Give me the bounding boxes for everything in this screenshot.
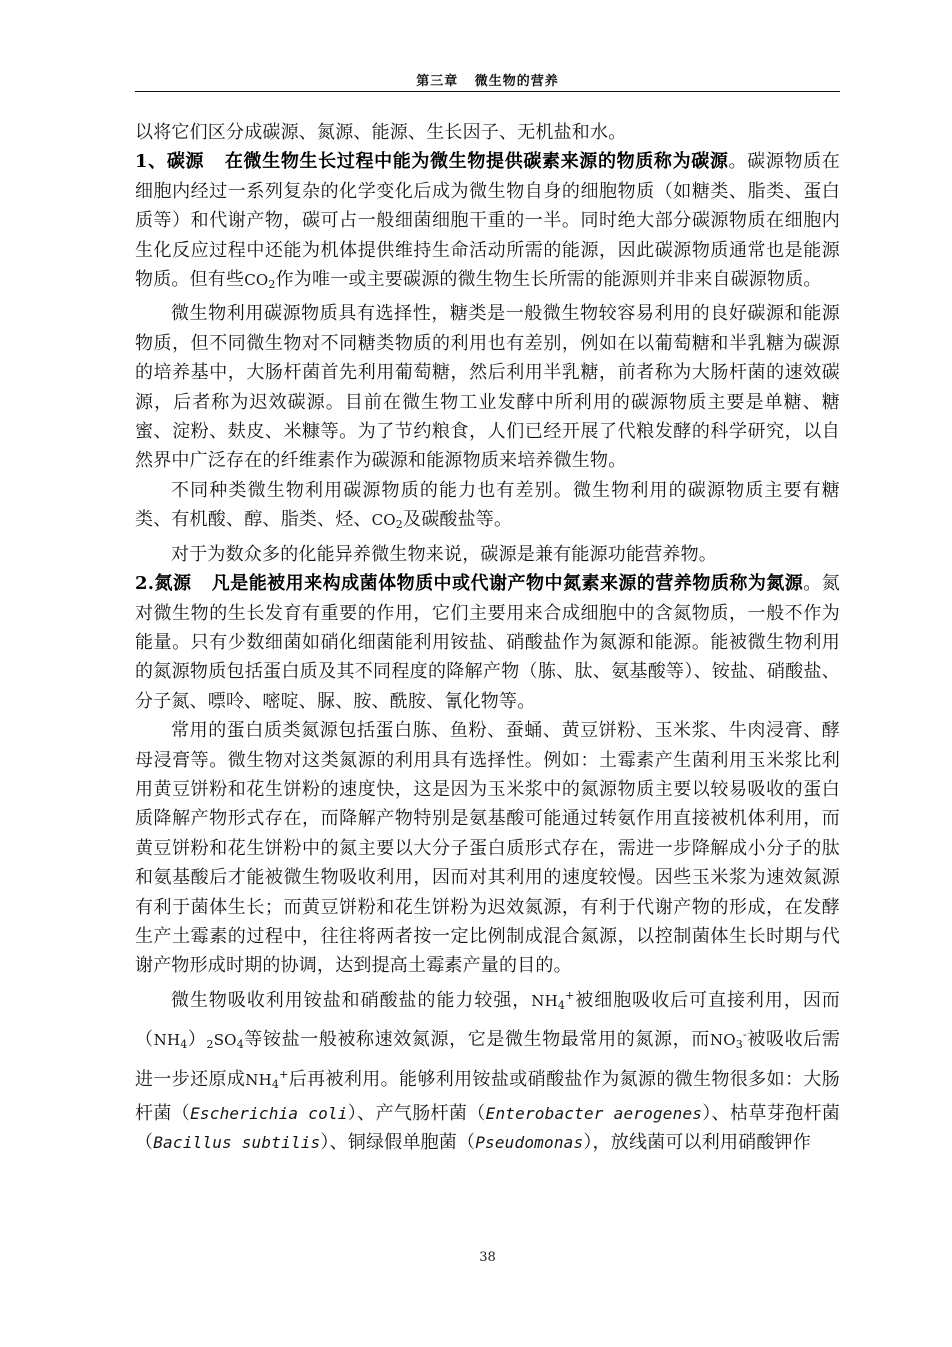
species-bacillus: Bacillus subtilis (153, 1133, 321, 1153)
paragraph-chemoheterotroph: 对于为数众多的化能异养微生物来说，碳源是兼有能源功能营养物。 (171, 543, 717, 565)
paragraph-ammonium-nitrate: 微生物吸收利用铵盐和硝酸盐的能力较强，$NH_4^+$被细胞吸收后可直接利用，因而$(NH_4)_2SO_4$等铵盐一般被称速效氮源，它是微生物最常用的氮源，而$NO_3^-$被吸收后需进一步还原成$NH_4^+$后再被利用。能够利用铵盐或硝酸盐作为氮源的微生物很多如：大肠杆菌（Escherichia coli）、产气肠杆菌（Enterobacter aerogenes）、枯草芽孢杆菌（Bacillus subtilis）、铜绿假单胞菌（Pseudomonas），放线菌可以利用硝酸钾作 (135, 988, 841, 1154)
intro-text: 以将它们区分成碳源、氮源、能源、生长因子、无机盐和水。 (135, 122, 627, 143)
nh4-ion-2: $NH_4^+$ (245, 1067, 289, 1091)
paragraph-carbon-types: 不同种类微生物利用碳源物质的能力也有差别。微生物利用的碳源物质主要有糖类、有机酸、醇、脂类、烃、$CO_2$及碳酸盐等。 (135, 479, 840, 532)
nh4-group: $NH_4$ (153, 1031, 188, 1052)
carbon-text-b: 作为唯一或主要碳源的微生物生长所需的能源则并非来自碳源物质。 (275, 269, 822, 291)
section-carbon-source (135, 147, 840, 299)
carbon-definition: 在微生物生长过程中能为微生物提供碳素来源的物质称为碳源 (224, 151, 729, 173)
chapter-label: 第三章 (416, 74, 459, 89)
body-text (135, 118, 840, 1158)
species-pseudomonas: Pseudomonas (475, 1133, 584, 1153)
nitrogen-definition: 凡是能被用来构成菌体物质中或代谢产物中氮素来源的营养物质称为氮源 (211, 573, 804, 595)
page-number: 38 (479, 1250, 496, 1265)
paragraph-intro (135, 118, 840, 147)
paragraph-protein-nitrogen: 常用的蛋白质类氮源包括蛋白胨、鱼粉、蚕蛹、黄豆饼粉、玉米浆、牛肉浸膏、酵母浸膏等。微生物对这类氮源的利用具有选择性。例如：土霉素产生菌利用玉米浆比利用黄豆饼粉和花生饼粉的速度快，这是因为玉米浆中的氮源物质主要以较易吸收的蛋白质降解产物形式存在，而降解产物特别是氨基酸可能通过转氨作用直接被机体利用，而黄豆饼粉和花生饼粉中的氮主要以大分子蛋白质形式存在，需进一步降解成小分子的肽和氨基酸后才能被微生物吸收利用，因而对其利用的速度较慢。因些玉米浆为速效氮源有利于菌体生长；而黄豆饼粉和花生饼粉为迟效氮源，有利于代谢产物的形成，在发酵生产土霉素的过程中，往往将两者按一定比例制成混合氮源，以控制菌体生长时期与代谢产物形成时期的协调，达到提高土霉素产量的目的。 (135, 720, 840, 977)
header-rule (135, 91, 840, 92)
carbon-text-a: 。碳源物质在细胞内经过一系列复杂的化学变化后成为微生物自身的细胞物质（如糖类、脂类、蛋白质等）和代谢产物，碳可占一般细菌细胞干重的一半。同时绝大部分碳源物质在细胞内生化反应过程中还能为机体提供维持生命活动所需的能源，因此碳源物质通常也是能源物质。但有些 (135, 151, 840, 291)
co2-formula-2: $CO_2$ (371, 511, 403, 532)
running-header (135, 70, 840, 88)
section-nitrogen-source (135, 569, 840, 716)
co2-formula: $CO_2$ (244, 271, 276, 292)
species-ecoli: Escherichia coli (190, 1104, 348, 1123)
no3-ion: $NO_3^-$ (709, 1028, 747, 1052)
chapter-title: 微生物的营养 (474, 74, 559, 89)
nitrogen-heading: 2.氮源 (135, 573, 192, 595)
carbon-heading: 1、碳源 (135, 151, 205, 173)
so4-formula: $_2SO_4$ (206, 1031, 244, 1052)
nitrogen-text: 。氮对微生物的生长发育有重要的作用，它们主要用来合成细胞中的含氮物质，一般不作为能量。只有少数细菌如硝化细菌能利用铵盐、硝酸盐作为氮源和能源。能被微生物利用的氮源物质包括蛋白质及其不同程度的降解产物（胨、肽、氨基酸等）、铵盐、硝酸盐、分子氮、嘌呤、嘧啶、脲、胺、酰胺、氰化物等。 (135, 573, 840, 712)
paragraph-carbon-selectivity: 微生物利用碳源物质具有选择性，糖类是一般微生物较容易利用的良好碳源和能源物质，但不同微生物对不同糖类物质的利用也有差别，例如在以葡萄糖和半乳糖为碳源的培养基中，大肠杆菌首先利用葡萄糖，然后利用半乳糖，前者称为大肠杆菌的速效碳源，后者称为迟效碳源。目前在微生物工业发酵中所利用的碳源物质主要是单糖、糖蜜、淀粉、麸皮、米糠等。为了节约粮食，人们已经开展了代粮发酵的科学研究，以自然界中广泛存在的纤维素作为碳源和能源物质来培养微生物。 (135, 303, 840, 472)
species-enterobacter: Enterobacter aerogenes (485, 1104, 703, 1123)
nh4-ion: $NH_4^+$ (531, 988, 575, 1012)
